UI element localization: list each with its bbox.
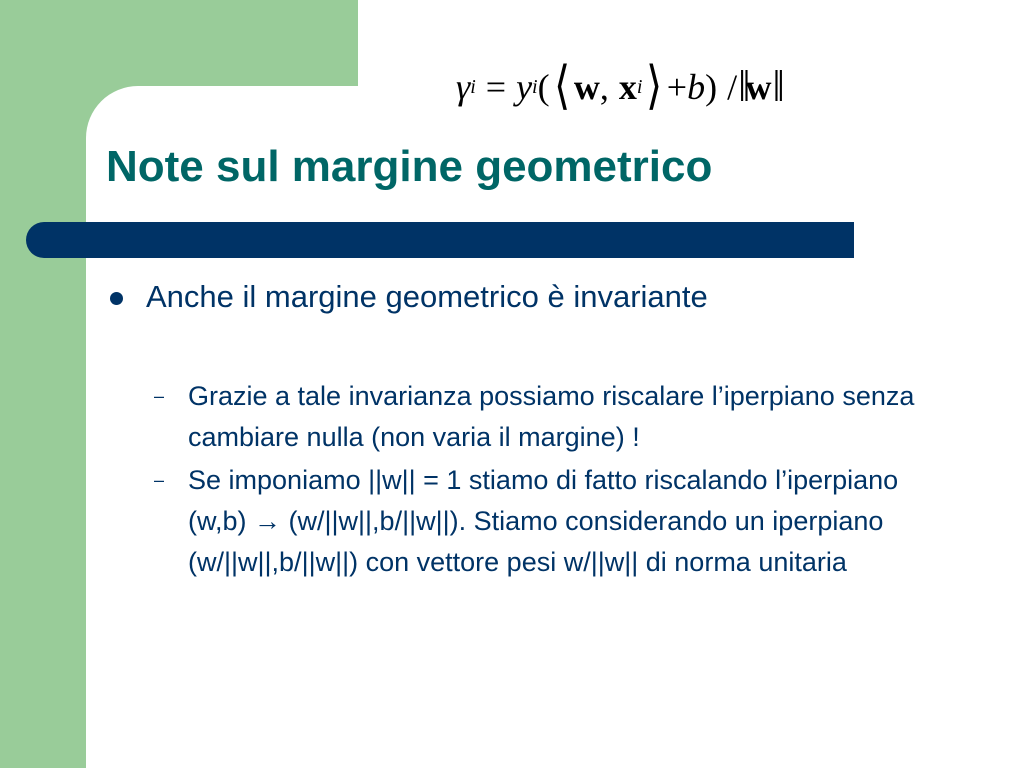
formula-close-paren: ) xyxy=(705,67,718,107)
sub-bullet-item xyxy=(106,376,936,458)
formula-plus: + xyxy=(666,67,688,107)
formula-x: x xyxy=(618,67,637,107)
formula-gamma: γ xyxy=(456,67,471,107)
formula-norm-right: ‖ xyxy=(772,62,779,111)
formula-left-angle: ⟨ xyxy=(553,58,570,115)
formula-slash: / xyxy=(727,67,738,107)
formula-subscript-i: i xyxy=(532,75,538,98)
formula-subscript-i: i xyxy=(470,75,476,98)
formula-open-paren: ( xyxy=(537,67,550,107)
formula-y: y xyxy=(516,67,533,107)
sub-bullet-text: Se imponiamo ||w|| = 1 stiamo di fatto riscalando l’iperpiano (w,b) → (w/||w||,b/||w||). Stiamo considerando un iperpiano (w/||w||,b/||w||) con vettore pesi w/||w|| di norma unitaria xyxy=(188,465,899,577)
sub-bullet-text: Grazie a tale invarianza possiamo riscalare l’iperpiano senza cambiare nulla (non varia il margine) ! xyxy=(188,381,915,452)
sub-bullet-item xyxy=(106,460,936,583)
formula-right-angle: ⟩ xyxy=(646,58,663,115)
bullet-item xyxy=(106,276,926,318)
formula-equals: = xyxy=(485,67,507,107)
dash-marker: – xyxy=(154,470,165,490)
dash-marker: – xyxy=(154,386,165,406)
margin-formula xyxy=(456,52,780,122)
slide-title: Note sul margine geometrico xyxy=(106,142,713,191)
formula-w-norm: w xyxy=(745,67,772,107)
title-rule xyxy=(26,222,854,258)
bullet-list xyxy=(106,276,926,585)
formula-comma: , xyxy=(599,67,609,107)
formula-w: w xyxy=(573,67,600,107)
formula-subscript-i: i xyxy=(636,75,643,98)
formula-norm-left: ‖ xyxy=(738,62,745,111)
bullet-text: Anche il margine geometrico è invariante xyxy=(146,279,708,314)
bullet-dot-icon xyxy=(110,292,123,305)
formula-b: b xyxy=(687,67,706,107)
